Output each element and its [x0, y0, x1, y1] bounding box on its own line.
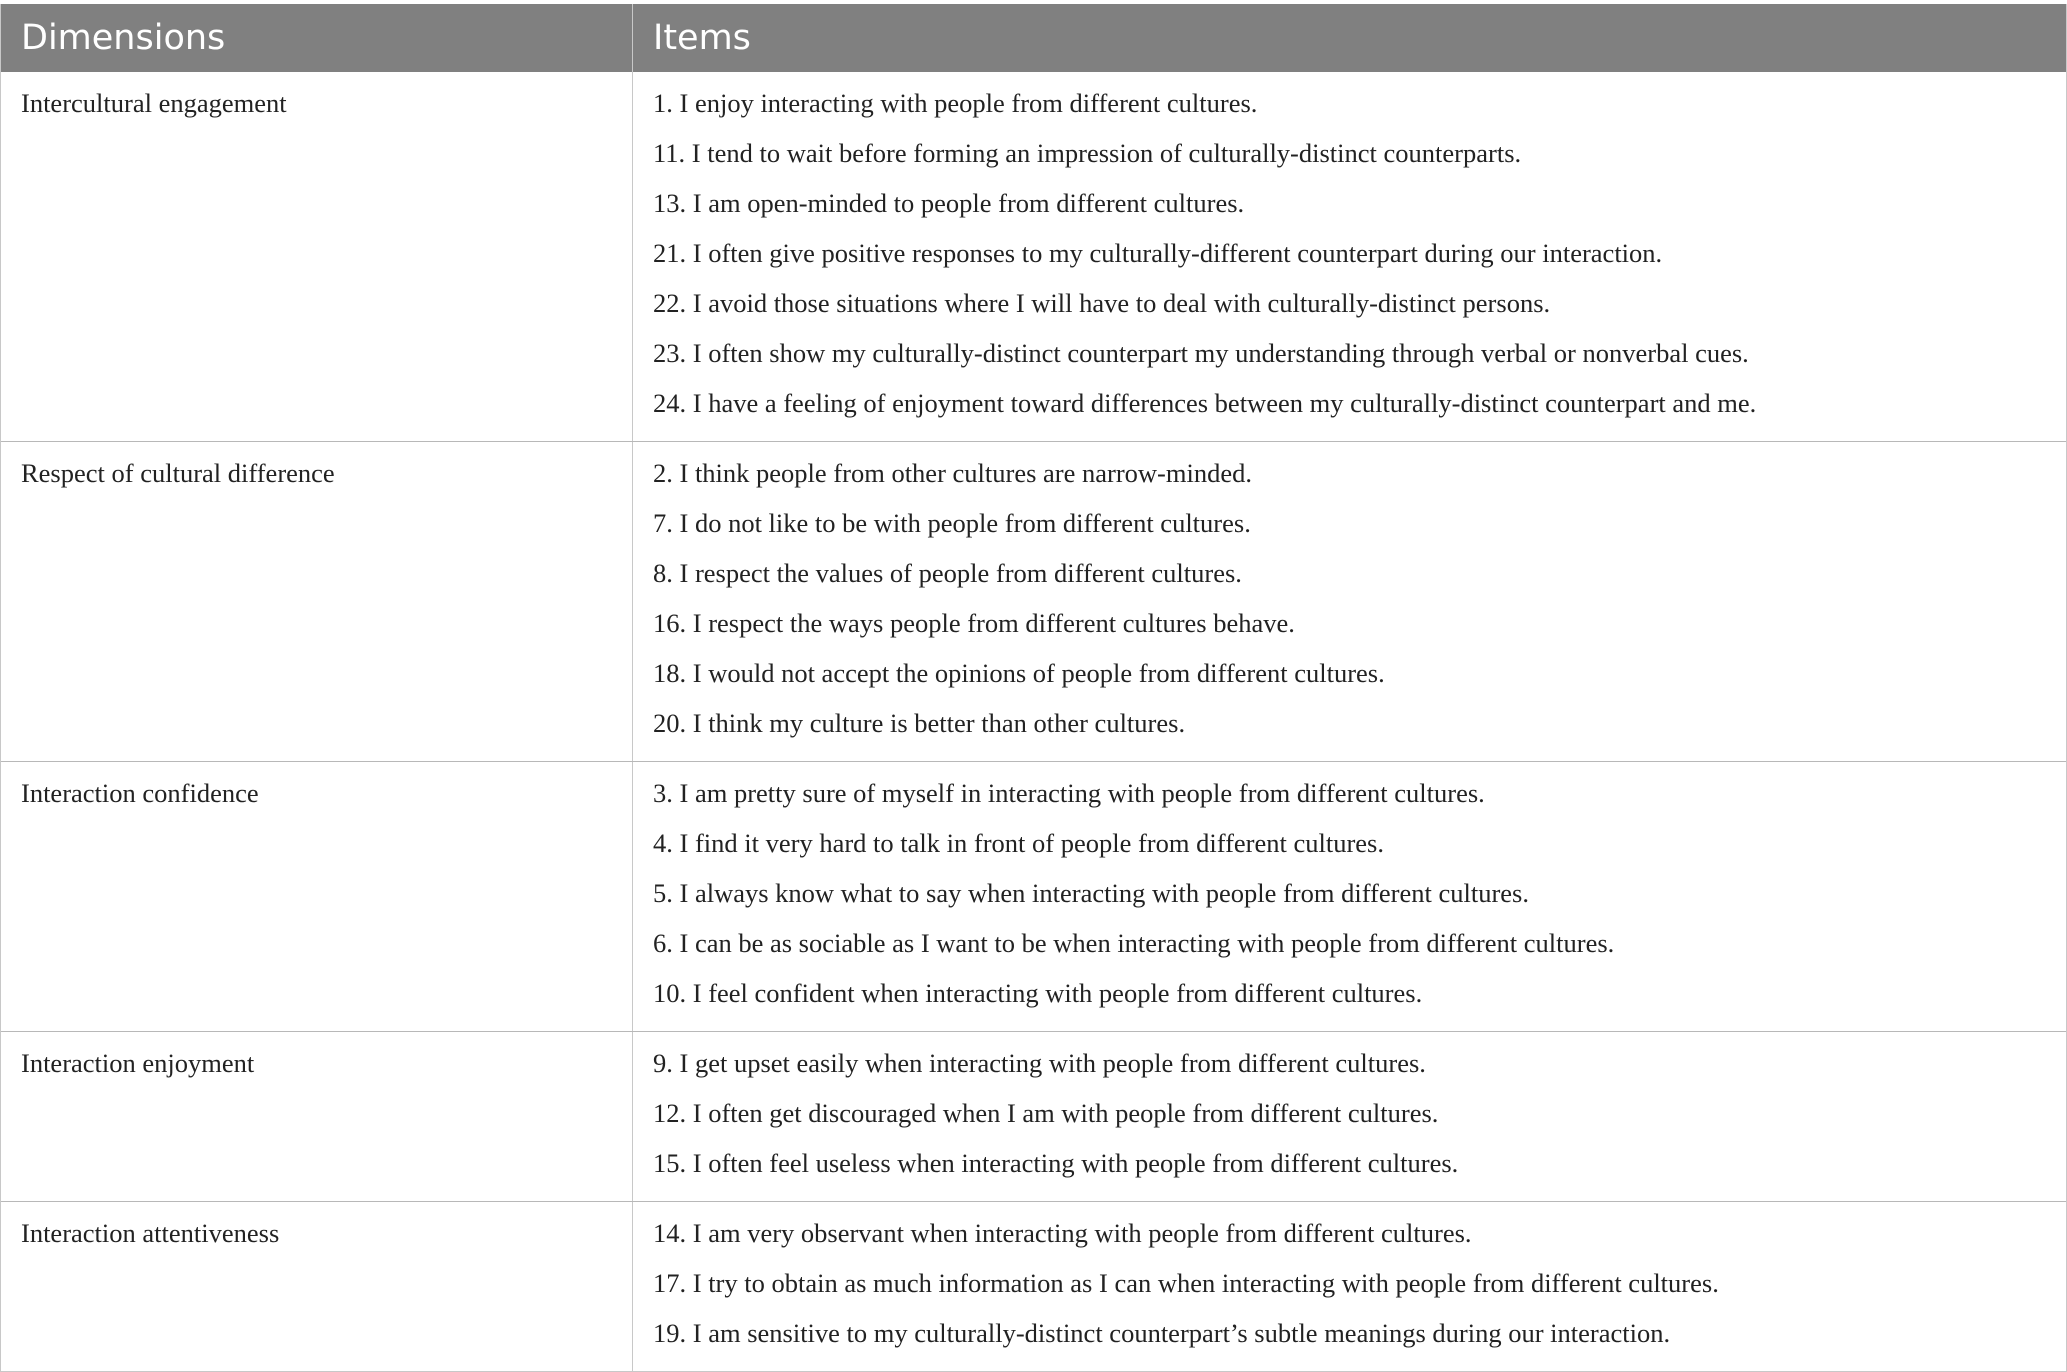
items-cell [633, 762, 2066, 1031]
table-row [1, 1201, 2066, 1371]
item-text: 16. I respect the ways people from different cultures behave. [653, 608, 1295, 638]
item-text: 4. I find it very hard to talk in front of people from different cultures. [653, 828, 1384, 858]
item-text: 22. I avoid those situations where I will have to deal with culturally-distinct persons. [653, 288, 1551, 318]
item-text: 11. I tend to wait before forming an impression of culturally-distinct counterparts. [653, 138, 1522, 168]
item-text: 20. I think my culture is better than other cultures. [653, 708, 1186, 738]
item-text: 8. I respect the values of people from different cultures. [653, 558, 1242, 588]
item-text: 1. I enjoy interacting with people from different cultures. [653, 88, 1258, 118]
item-text: 10. I feel confident when interacting with people from different cultures. [653, 978, 1423, 1008]
table-header [1, 4, 2066, 72]
dimension-cell: Interaction attentiveness [1, 1202, 633, 1371]
item-text: 18. I would not accept the opinions of people from different cultures. [653, 658, 1385, 688]
items-cell [633, 72, 2066, 441]
dimension-cell: Respect of cultural difference [1, 442, 633, 761]
dimension-cell: Interaction confidence [1, 762, 633, 1031]
item-text: 5. I always know what to say when interacting with people from different cultures. [653, 878, 1529, 908]
item-text: 2. I think people from other cultures are narrow-minded. [653, 458, 1252, 488]
item-text: 7. I do not like to be with people from different cultures. [653, 508, 1251, 538]
header-dimensions: Dimensions [1, 4, 633, 72]
item-text: 23. I often show my culturally-distinct counterpart my understanding through verbal or nonverbal cues. [653, 338, 1749, 368]
items-cell [633, 1032, 2066, 1201]
item-text: 24. I have a feeling of enjoyment toward differences between my culturally-distinct counterpart and me. [653, 388, 1757, 418]
item-text: 14. I am very observant when interacting with people from different cultures. [653, 1218, 1472, 1248]
item-text: 12. I often get discouraged when I am with people from different cultures. [653, 1098, 1439, 1128]
items-cell [633, 1202, 2066, 1371]
item-text: 19. I am sensitive to my culturally-distinct counterpart’s subtle meanings during our interaction. [653, 1318, 1671, 1348]
item-text: 3. I am pretty sure of myself in interacting with people from different cultures. [653, 778, 1485, 808]
item-text: 9. I get upset easily when interacting with people from different cultures. [653, 1048, 1426, 1078]
item-text: 17. I try to obtain as much information as I can when interacting with people from different cultures. [653, 1268, 1719, 1298]
table-row [1, 1031, 2066, 1201]
item-text: 13. I am open-minded to people from different cultures. [653, 188, 1245, 218]
dimension-cell: Interaction enjoyment [1, 1032, 633, 1201]
dimensions-items-table [0, 4, 2067, 1372]
header-items: Items [653, 18, 751, 58]
item-text: 15. I often feel useless when interacting with people from different cultures. [653, 1148, 1459, 1178]
item-text: 6. I can be as sociable as I want to be when interacting with people from different cultures. [653, 928, 1615, 958]
dimension-cell: Intercultural engagement [1, 72, 633, 441]
table-row [1, 761, 2066, 1031]
table-row [1, 441, 2066, 761]
table-body [1, 72, 2066, 1371]
items-cell [633, 442, 2066, 761]
item-text: 21. I often give positive responses to my culturally-different counterpart during our interaction. [653, 238, 1663, 268]
table-row [1, 72, 2066, 441]
